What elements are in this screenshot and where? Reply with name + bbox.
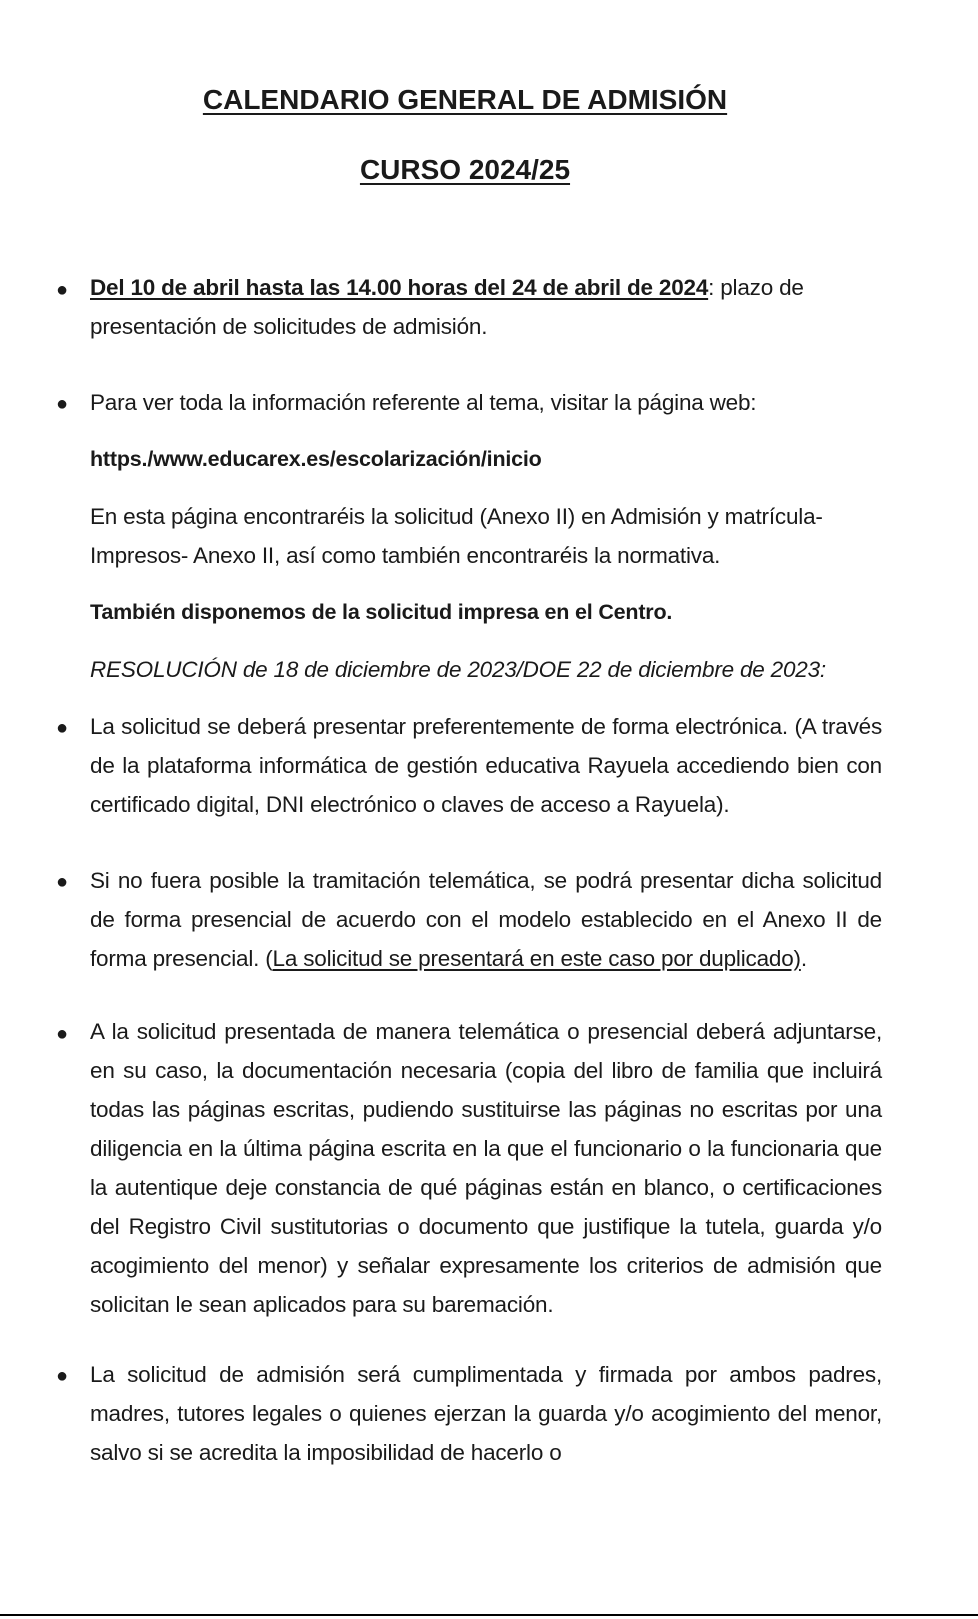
- documentation-item: A la solicitud presentada de manera telemática o presencial deberá adjuntarse, en su caso, la documentación necesaria (copia del libro de familia que incluirá todas las páginas escritas, pudiendo sustituirse las páginas no escritas por una diligencia en la última página escrita en la que el funcionario o la funcionaria que la autentique deje constancia de qué páginas están en blanco, o certificaciones del Registro Civil sustitutorias o documento que justifique la tutela, guarda y/o acogimiento del menor) y señalar expresamente los criterios de admisión que solicitan le sean aplicados para su baremación.: [90, 1019, 882, 1317]
- signature-requirement-item: La solicitud de admisión será cumplimentada y firmada por ambos padres, madres, tutores legales o quienes ejerzan la guarda y/o acogimiento del menor, salvo si se acredita la imposibilidad de hacerlo o: [90, 1362, 882, 1465]
- educarex-url[interactable]: https./www.educarex.es/escolarización/inicio: [90, 447, 542, 471]
- admission-dates: Del 10 de abril hasta las 14.00 horas del 24 de abril de 2024: [90, 275, 709, 300]
- info-website-item: Para ver toda la información referente al tema, visitar la página web:: [90, 390, 757, 415]
- printed-form-note: También disponemos de la solicitud impresa en el Centro.: [90, 600, 673, 624]
- bullet-icon: ●: [56, 279, 69, 301]
- document-title: CALENDARIO GENERAL DE ADMISIÓN: [202, 84, 728, 115]
- page-bottom-rule: [0, 1614, 978, 1616]
- admission-period-description: presentación de solicitudes de admisión.: [90, 314, 488, 339]
- page-info-paragraph: [90, 497, 930, 575]
- resolution-reference: RESOLUCIÓN de 18 de diciembre de 2023/DOE 22 de diciembre de 2023:: [90, 657, 826, 682]
- in-person-submission-item: [90, 861, 882, 978]
- in-person-text: Si no fuera posible la tramitación telemática, se podrá presentar dicha solicitud de forma presencial de acuerdo con el modelo establecido en el Anexo II de forma presencial. (: [90, 868, 882, 971]
- bullet-icon: ●: [56, 1023, 69, 1045]
- in-person-end: .: [800, 946, 807, 971]
- duplicate-note: La solicitud se presentará en este caso por duplicado): [272, 946, 801, 971]
- bullet-icon: ●: [56, 871, 69, 893]
- bullet-icon: ●: [56, 1365, 69, 1387]
- page-info-line: En esta página encontraréis la solicitud (Anexo II) en Admisión y matrícula-: [90, 504, 823, 529]
- electronic-submission-item: La solicitud se deberá presentar preferentemente de forma electrónica. (A través de la plataforma informática de gestión educativa Rayuela accediendo bien con certificado digital, DNI electrónico o claves de acceso a Rayuela).: [90, 714, 882, 817]
- bullet-icon: ●: [56, 393, 69, 415]
- admission-period-item: [90, 268, 910, 346]
- document-subtitle-course: CURSO 2024/25: [359, 154, 571, 185]
- page-info-line: Impresos- Anexo II, así como también encontraréis la normativa.: [90, 543, 721, 568]
- admission-dates-suffix: : plazo de: [708, 275, 804, 300]
- bullet-icon: ●: [56, 717, 69, 739]
